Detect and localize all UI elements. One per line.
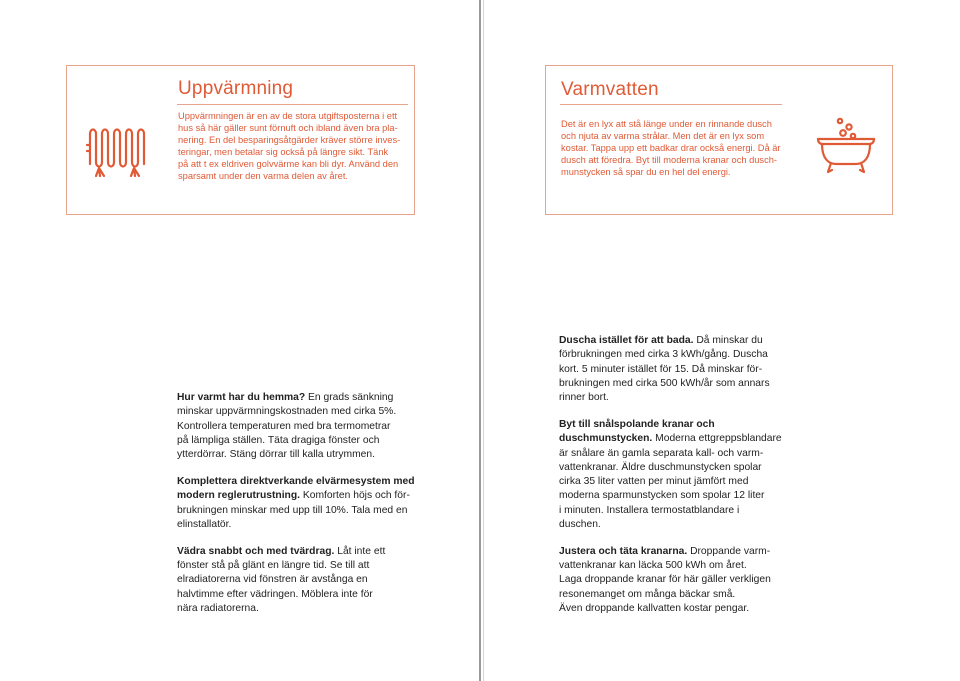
text-fragment: Komforten höjs och för- [300,490,410,502]
text-line: ytterdörrar. Stäng dörrar till kalla utrymmen. [177,449,375,461]
heating-tips [177,391,427,629]
text-line: munstycken så spar du en hel del energi. [561,166,731,177]
text-line: duschen. [559,519,601,531]
text-line: förbrukningen med cirka 3 kWh/gång. Duscha [559,349,768,361]
tip-paragraph [559,545,819,616]
text-line: är snålare än gamla separata kall- och varm- [559,447,764,459]
text-line: och njuta av varma strålar. Men det är en lyx som [561,130,765,141]
page-spine [479,0,481,681]
text-line: kort. 5 minuter istället för 15. Då minskar för- [559,363,763,375]
text-line: Uppvärmningen är en av de stora utgiftsposterna i ett [178,111,398,121]
tip-paragraph [177,475,427,532]
tip-heading: modern reglerutrustning. [177,490,300,502]
text-line: nära radiatorerna. [177,602,259,614]
text-line: fönster stå på glänt en längre tid. Se till att [177,559,370,571]
text-line: teringar, men betalar sig också på längre sikt. Tänk [178,146,389,157]
tip-paragraph [559,334,819,405]
tip-paragraph [559,418,819,532]
text-line: brukningen minskar med upp till 10%. Tala med en [177,504,408,516]
tip-paragraph [177,391,427,462]
text-fragment: Droppande varm- [687,545,771,557]
hot-water-title-rule [560,104,782,105]
tip-heading: Byt till snålspolande kranar och [559,418,715,430]
tip-heading: Vädra snabbt och med tvärdrag. [177,545,335,557]
heating-title-rule [177,104,408,105]
text-line: Det är en lyx att stå länge under en rinnande dusch [561,119,772,129]
text-fragment: En grads sänkning [305,392,394,403]
text-fragment: Moderna ettgreppsblandare [652,433,782,445]
bathtub-icon [814,116,878,180]
heating-intro [178,111,409,182]
text-line: Laga droppande kranar för här gäller verkligen [559,574,771,586]
tip-heading: Hur varmt har du hemma? [177,392,306,403]
tip-heading: Komplettera direktverkande elvärmesystem med [177,475,415,487]
text-line: halvtimme efter vädringen. Möblera inte för [177,588,373,600]
text-fragment: Låt inte ett [334,545,386,557]
text-line: resonemanget om många bäckar små. [559,588,736,600]
text-line: på att t ex eldriven golvvärme kan bli dyr. Använd den [178,158,399,169]
text-line: på lämpliga ställen. Täta dragiga fönster och [177,434,380,446]
text-line: sparsamt under den varma delen av året. [178,170,349,181]
text-line: vattenkranar kan läcka 500 kWh om året. [559,560,747,572]
text-line: minskar uppvärmningskostnaden med cirka 5%. [177,406,397,418]
text-line: cirka 35 liter vatten per minut jämfört med [559,476,749,488]
tip-paragraph [177,545,427,616]
tip-heading: Justera och täta kranarna. [559,545,688,557]
text-line: hus så här gäller sunt förnuft och ibland även bra pla- [178,122,398,133]
text-line: kostar. Tappa upp ett badkar drar också energi. Då är [561,142,781,153]
heating-card [66,65,415,215]
text-line: brukningen med cirka 500 kWh/år som annars [559,377,770,389]
text-line: moderna sparmunstycken som spolar 12 liter [559,490,765,502]
hot-water-intro [561,119,796,179]
text-line: vattenkranar. Äldre duschmunstycken spolar [559,461,762,473]
text-line: elradiatorerna vid fönstren är avstånga en [177,574,368,586]
text-line: Även droppande kallvatten kostar pengar. [559,603,750,615]
text-line: i minuten. Installera termostatblandare i [559,504,740,516]
hot-water-tips [559,334,819,629]
tip-heading: duschmunstycken. [559,433,653,445]
radiator-icon [84,126,148,180]
hot-water-card [545,65,893,215]
text-line: rinner bort. [559,392,609,404]
tip-heading: Duscha istället för att bada. [559,335,694,346]
heating-title: Uppvärmning [178,78,294,99]
hot-water-title: Varmvatten [561,79,659,100]
page-spine-shadow [483,0,484,681]
text-line: dusch att föredra. Byt till moderna kranar och dusch- [561,154,777,165]
text-line: elinstallatör. [177,518,232,530]
text-line: Kontrollera temperaturen med bra termometrar [177,420,391,432]
text-line: nering. En del besparingsåtgärder kräver större inves- [178,134,401,145]
text-fragment: Då minskar du [693,335,763,346]
